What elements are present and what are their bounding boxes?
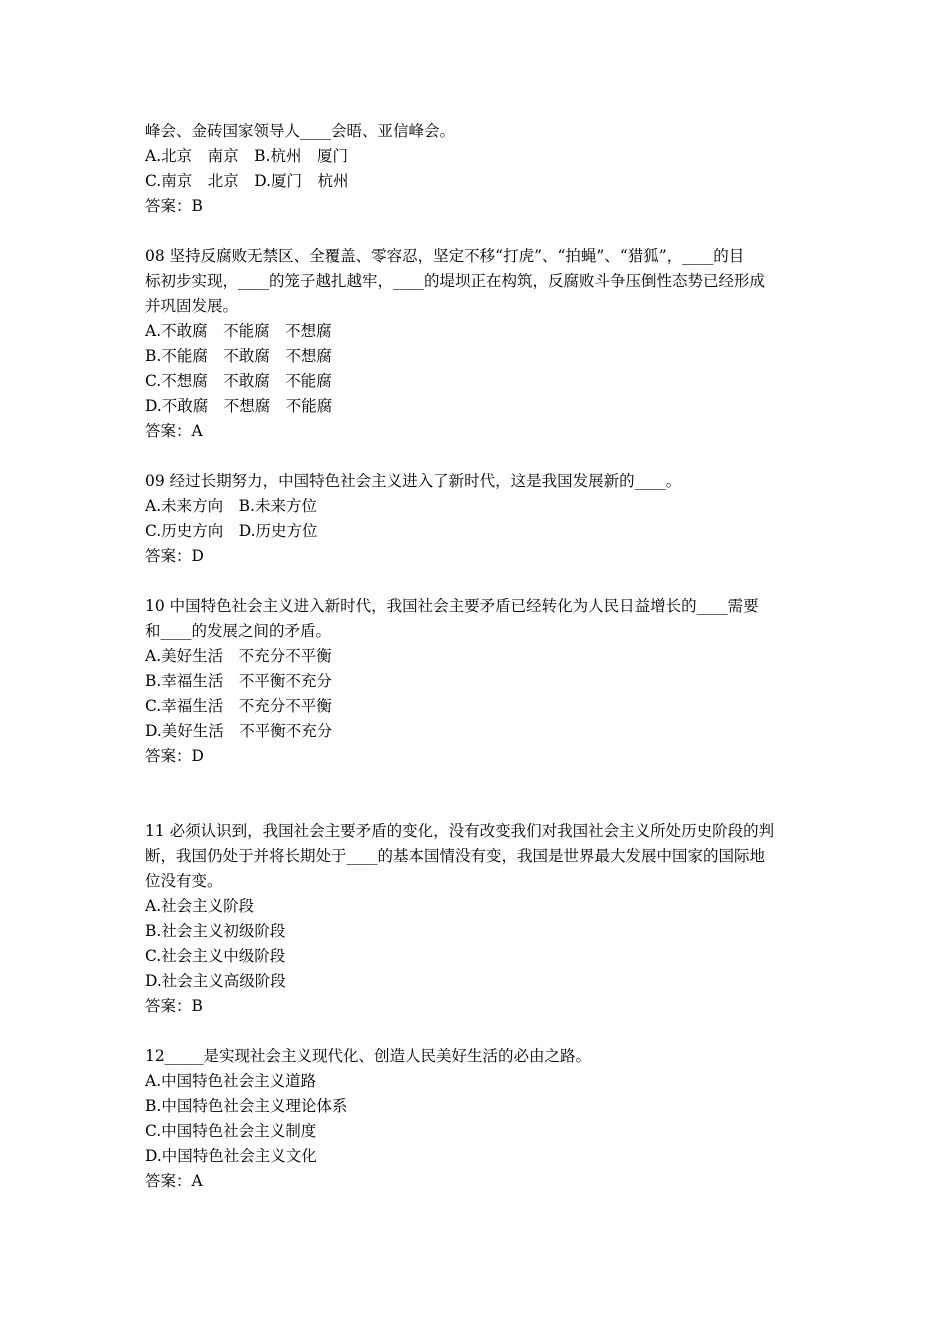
question-text-line: 标初步实现，____的笼子越扎越牢，____的堤坝正在构筑，反腐败斗争压倒性态势已经形成 [145, 272, 766, 290]
option-line: C.南京 北京 D.厦门 杭州 [145, 172, 349, 190]
option-line: B.中国特色社会主义理论体系 [145, 1097, 348, 1115]
question-text-line: 和____的发展之间的矛盾。 [145, 622, 332, 640]
option-line: B.幸福生活 不平衡不充分 [145, 672, 332, 690]
option-line: A.北京 南京 B.杭州 厦门 [145, 147, 348, 165]
question-text-line: 并巩固发展。 [145, 297, 239, 315]
question-block-07 [145, 119, 810, 219]
option-line: D.社会主义高级阶段 [145, 972, 286, 990]
answer-line: 答案：B [145, 197, 203, 215]
question-text-line: 峰会、金砖国家领导人____会晤、亚信峰会。 [145, 122, 456, 140]
question-block-11 [145, 819, 810, 1019]
option-line: C.不想腐 不敢腐 不能腐 [145, 372, 332, 390]
option-line: A.社会主义阶段 [145, 897, 255, 915]
option-line: A.美好生活 不充分不平衡 [145, 647, 332, 665]
question-text-line: 10 中国特色社会主义进入新时代，我国社会主要矛盾已经转化为人民日益增长的____需要 [145, 597, 759, 615]
question-block-12 [145, 1044, 810, 1194]
option-line: D.中国特色社会主义文化 [145, 1147, 317, 1165]
question-text-line: 11 必须认识到，我国社会主要矛盾的变化，没有改变我们对我国社会主义所处历史阶段的判 [145, 822, 775, 840]
option-line: D.美好生活 不平衡不充分 [145, 722, 333, 740]
question-text-line: 12_____是实现社会主义现代化、创造人民美好生活的必由之路。 [145, 1047, 591, 1065]
option-line: A.不敢腐 不能腐 不想腐 [145, 322, 332, 340]
option-line: C.社会主义中级阶段 [145, 947, 286, 965]
answer-line: 答案：A [145, 422, 203, 440]
option-line: C.中国特色社会主义制度 [145, 1122, 317, 1140]
option-line: B.不能腐 不敢腐 不想腐 [145, 347, 332, 365]
question-text-line: 断，我国仍处于并将长期处于____的基本国情没有变，我国是世界最大发展中国家的国际地 [145, 847, 766, 865]
answer-line: 答案：B [145, 997, 203, 1015]
option-line: D.不敢腐 不想腐 不能腐 [145, 397, 333, 415]
question-text-line: 位没有变。 [145, 872, 223, 890]
answer-line: 答案：A [145, 1172, 203, 1190]
question-text-line: 08 坚持反腐败无禁区、全覆盖、零容忍，坚定不移“打虎”、“拍蝇”、“猎狐”，____的目 [145, 247, 745, 265]
question-block-08 [145, 244, 810, 444]
option-line: A.中国特色社会主义道路 [145, 1072, 317, 1090]
option-line: A.未来方向 B.未来方位 [145, 497, 317, 515]
question-block-10 [145, 594, 810, 769]
option-line: B.社会主义初级阶段 [145, 922, 286, 940]
question-text-line: 09 经过长期努力，中国特色社会主义进入了新时代，这是我国发展新的____。 [145, 472, 682, 490]
document-page [145, 119, 810, 1194]
question-block-09 [145, 469, 810, 569]
option-line: C.幸福生活 不充分不平衡 [145, 697, 332, 715]
answer-line: 答案：D [145, 747, 204, 765]
answer-line: 答案：D [145, 547, 204, 565]
option-line: C.历史方向 D.历史方位 [145, 522, 318, 540]
